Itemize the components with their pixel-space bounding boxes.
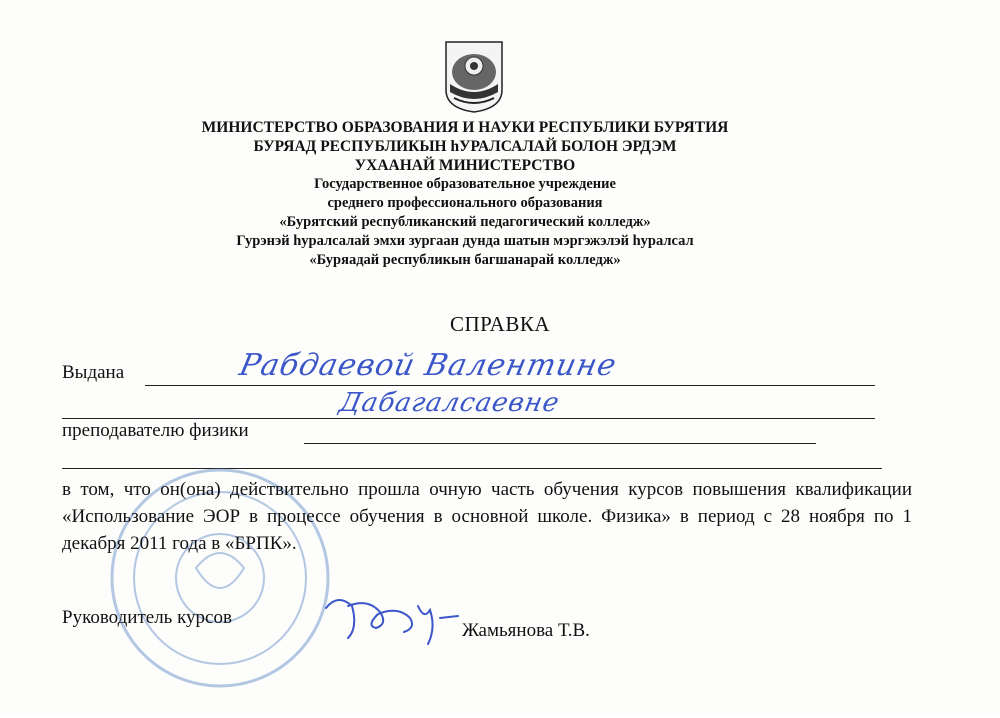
- college-name-ru: «Бурятский республиканский педагогический колледж»: [279, 214, 651, 230]
- issued-label: Выдана: [62, 362, 125, 383]
- signatory-name: Жамьянова Т.В.: [462, 620, 590, 641]
- coat-of-arms-icon: [440, 38, 508, 114]
- recipient-patronymic-handwritten: Дабагалсаевне: [336, 388, 563, 418]
- signature-label: Руководитель курсов: [62, 607, 232, 628]
- institution-type: Государственное образовательное учреждение: [314, 176, 616, 192]
- college-name-bua: «Буряадай республикын багшанарай колледж»: [309, 252, 621, 268]
- certificate-body-text: в том, что он(она) действительно прошла очную часть обучения курсов повышения квалификации «Использование ЭОР в процессе обучения в основной школе. Физика» в период с 28 ноября по 1 декабря 2011 года в «БРПК».: [62, 479, 912, 554]
- institution-type-bua: Гурэнэй hуралсалай эмхи зургаан дунда шатын мэргэжэлэй hуралсал: [236, 233, 694, 249]
- issued-line-1: [145, 385, 875, 386]
- institution-level: среднего профессионального образования: [327, 195, 603, 211]
- institution-header: [140, 118, 790, 270]
- ministry-name-bua-1: БУРЯАД РЕСПУБЛИКЫН hУРАЛСАЛАЙ БОЛОН ЭРДЭМ: [253, 138, 677, 155]
- position-label: преподавателю физики: [62, 420, 249, 441]
- handwritten-signature: [318, 588, 468, 648]
- document-title: СПРАВКА: [449, 312, 550, 336]
- recipient-name-handwritten: Рабдаевой Валентине: [236, 348, 620, 383]
- ministry-name-bua-2: УХААНАЙ МИНИСТЕРСТВО: [354, 157, 576, 174]
- issued-line-2: [62, 418, 875, 419]
- ministry-name-ru: МИНИСТЕРСТВО ОБРАЗОВАНИЯ И НАУКИ РЕСПУБЛИКИ БУРЯТИЯ: [201, 119, 729, 136]
- position-line: [304, 443, 816, 444]
